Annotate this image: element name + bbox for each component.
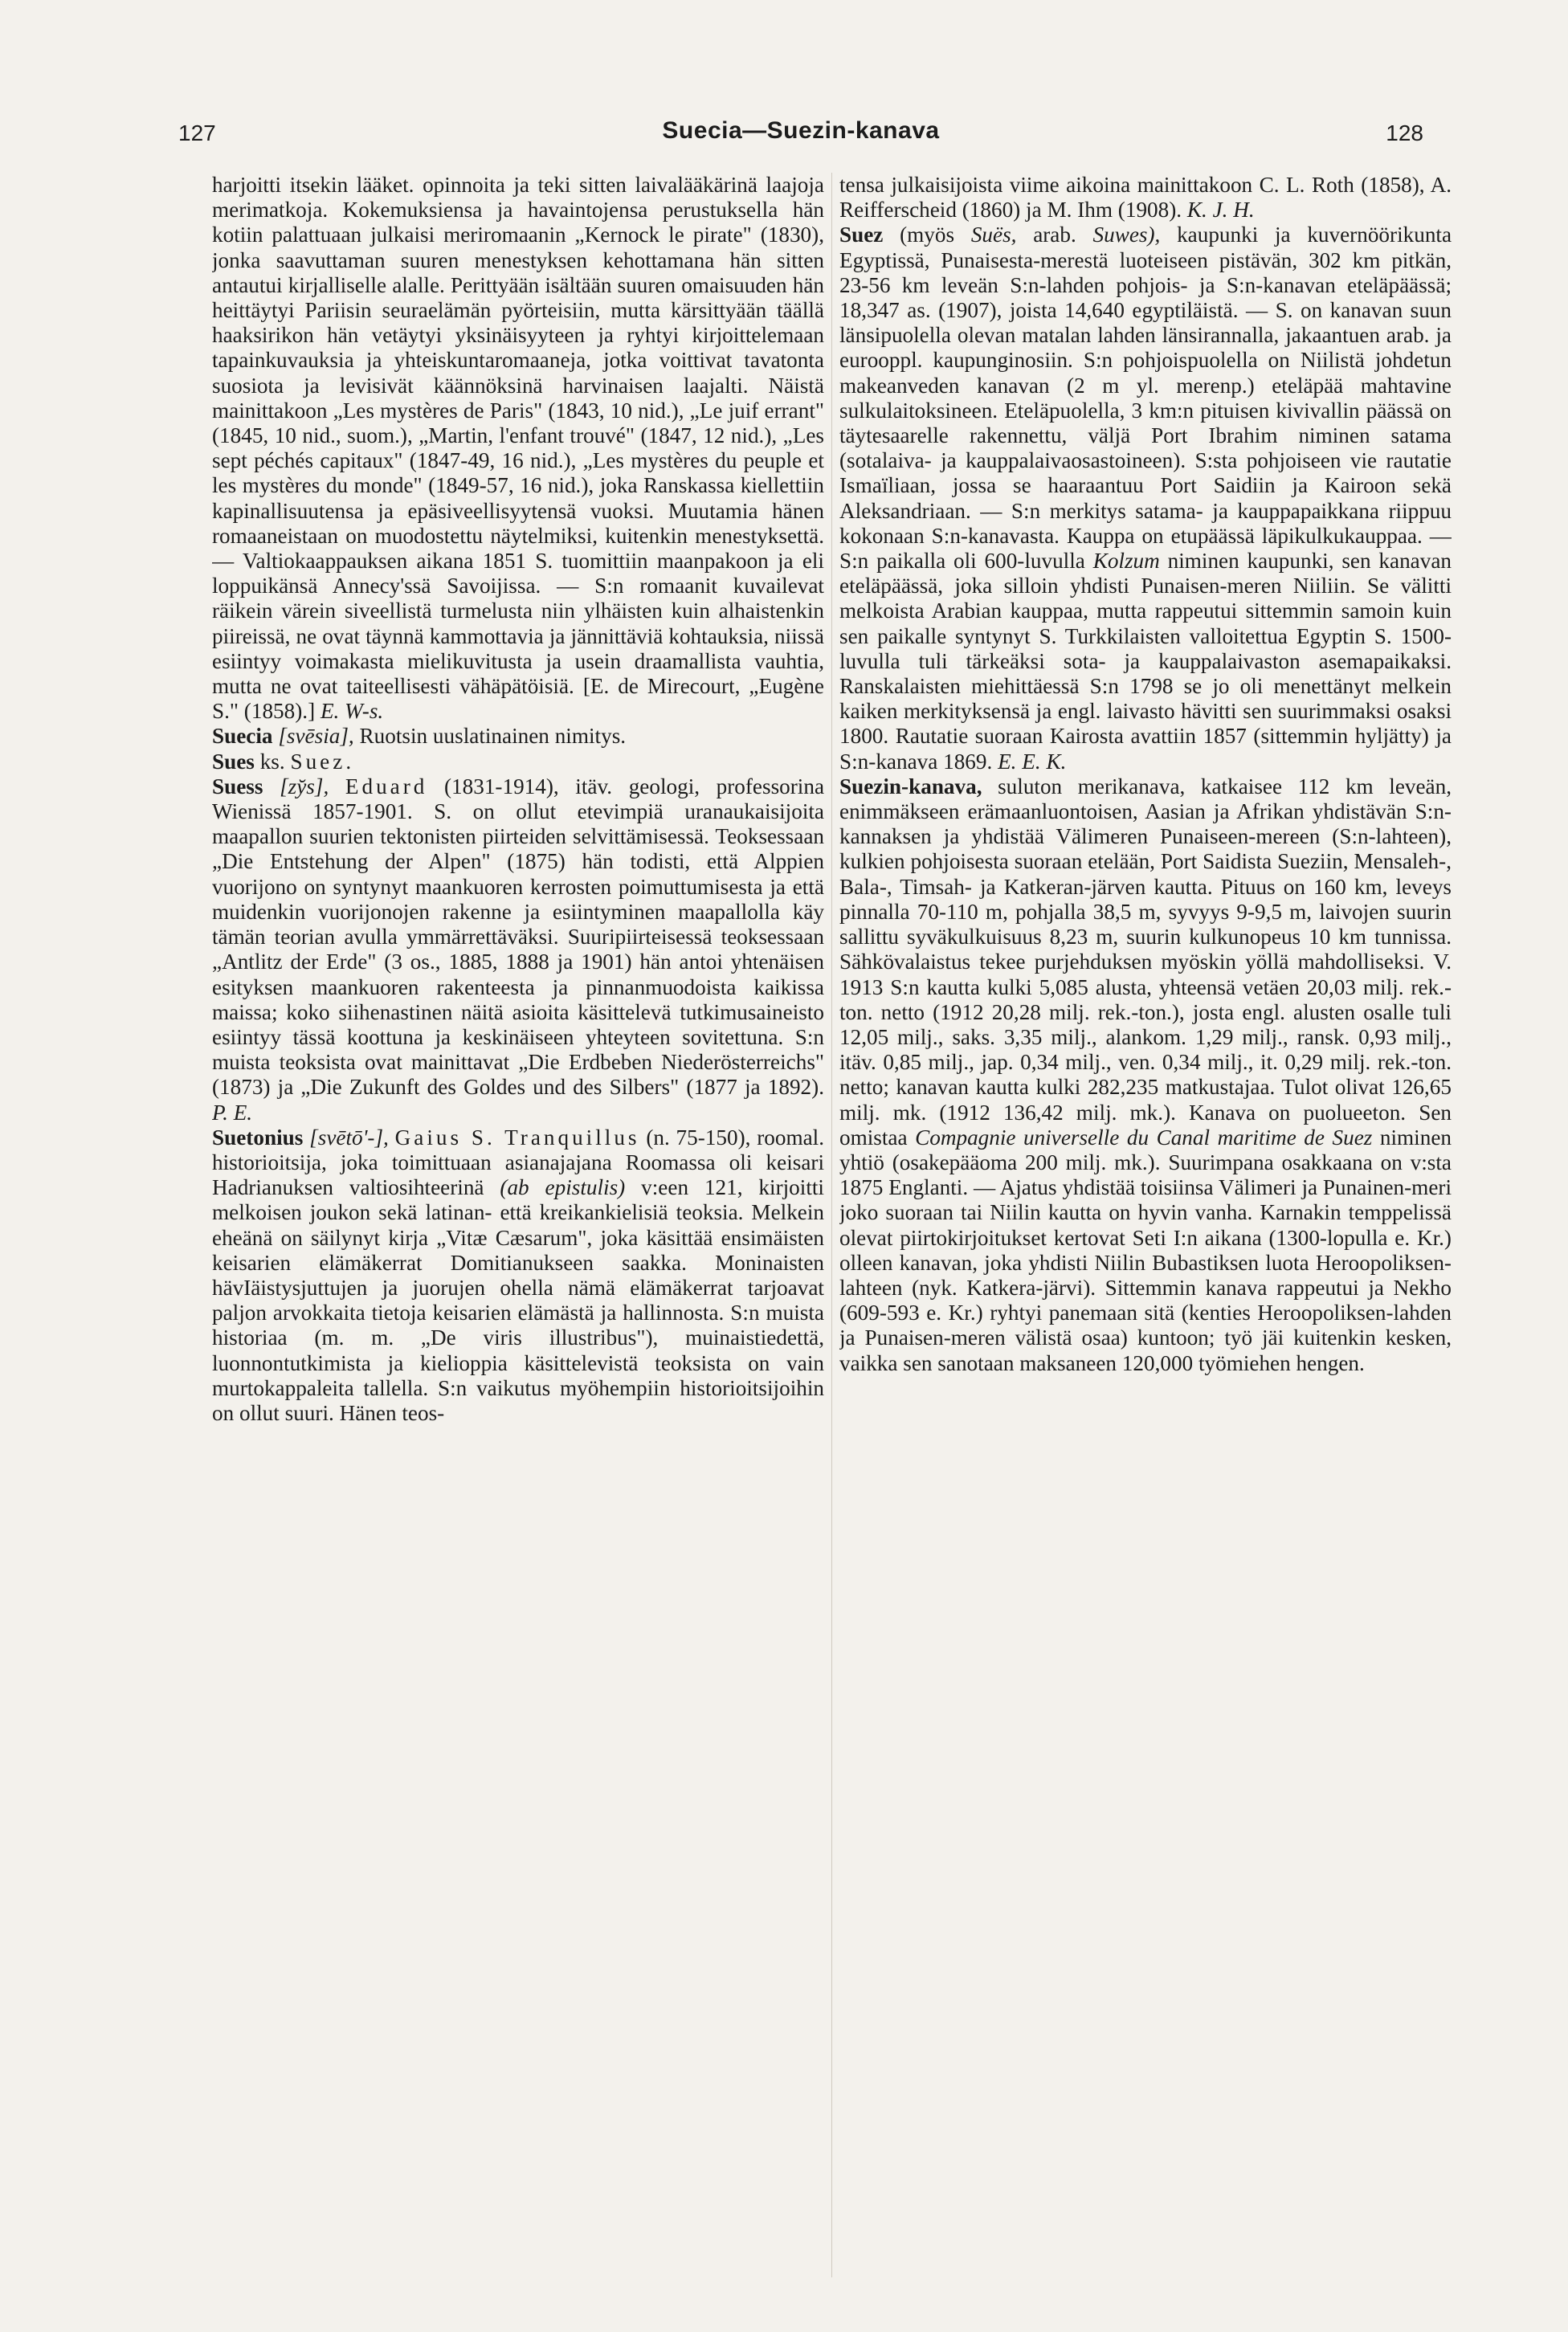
running-head: Suecia—Suezin-kanava xyxy=(662,117,940,144)
column-divider xyxy=(831,173,832,2277)
headword: Suez xyxy=(839,223,884,247)
company-name: Compagnie universelle du Canal maritime de Suez xyxy=(915,1125,1373,1150)
person-name: Gaius S. Tranquillus xyxy=(394,1125,640,1150)
latin-term: (ab epistulis) xyxy=(500,1175,626,1200)
author-signature: E. W-s. xyxy=(320,699,384,724)
entry-text: Ruotsin uuslatinainen nimitys. xyxy=(359,724,627,749)
page-number-right: 128 xyxy=(1386,120,1423,145)
right-column xyxy=(839,173,1452,2293)
entry-text: (n. 75-150), roomal. historioitsija, joka toimittuaan asianajajana Roomassa oli keisari Hadrianuksen valtiosihteerinä xyxy=(212,1125,824,1200)
entry-sues xyxy=(212,749,824,774)
entry-sue-continuation xyxy=(212,173,824,724)
page-header xyxy=(178,114,1423,154)
entry-suetonius-continuation xyxy=(839,173,1452,223)
page-number-left: 127 xyxy=(178,120,216,145)
headword: Suetonius xyxy=(212,1125,304,1150)
entry-text: (1831-1914), itäv. geologi, professorina Wienissä 1857-1901. S. on ollut etevimpiä uranaukaisijoita maapallon suurien tektonisten piirteiden selvittämisessä. Teoksessaan „Die Entstehung der Alpen" (1875) hän todisti, että Alppien vuorijono on syntynyt maankuoren kerrosten poimuttumisesta ja että muidenkin vuorijonojen rakenne ja esiintyminen maapallolla käy tämän teorian avulla ymmärrettäväksi. Suuripiirteisessä teoksessaan „Antlitz der Erde" (3 os., 1885, 1888 ja 1901) hän antoi yhtenäisen esityksen maankuoren rakenteesta ja pinnanmuodoista kaikissa maissa; koko siihenastinen näitä asioita käsittelevä tutkimusaineisto esiintyy tässä koottuna ja keskinäiseen yhteyteen sovitettuna. S:n muista teoksista ovat mainittavat „Die Erdbeben Niederösterreichs" (1873) ja „Die Zukunft des Goldes und des Silbers" (1877 ja 1892). xyxy=(212,774,824,1100)
entry-suetonius xyxy=(212,1125,824,1426)
variant-name: Suës, xyxy=(970,223,1017,247)
pronunciation: [svēsia], xyxy=(278,724,354,749)
headword: Suezin-kanava, xyxy=(839,774,982,798)
entry-text: tensa julkaisijoista viime aikoina mainittakoon C. L. Roth (1858), A. Reifferscheid (1860) ja M. Ihm (1908). xyxy=(839,173,1452,223)
entry-text: ks. xyxy=(259,749,285,774)
author-signature: E. E. K. xyxy=(998,749,1067,774)
entry-text: niminen yhtiö (osakepääoma 200 milj. mk.). Suurimpana osakkaana on v:sta 1875 Englanti. — Ajatus yhdistää toisiinsa Välimeri ja Punainen-meri joko suoraan tai Niilin kautta on hyvin vanha. Karnakin temppelissä olevat piirtokirjoitukset kertovat Seti I:n aikana (1300-lopulla e. Kr.) olleen kanavan, joka yhdisti Niilin Bubastiksen luota Heroopoliksen-lahteen (nyk. Katkera-järvi). Sittemmin kanava rappeutui ja Nekho (609-593 e. Kr.) ryhtyi panemaan sitä (kenties Heroopoliksen-lahden ja Punaisen-meren välistä osaa) kuntoon; työ jäi kuitenkin kesken, vaikka sen sanotaan maksaneen 120,000 työmiehen hengen. xyxy=(839,1125,1452,1375)
pronunciation: [svētō'-], xyxy=(309,1125,389,1150)
author-signature: K. J. H. xyxy=(1186,198,1255,223)
entry-text: harjoitti itsekin lääket. opinnoita ja teki sitten laivalääkärinä laajoja merimatkoja. Kokemuksiensa ja havaintojensa perustuksella hän kotiin palattuaan julkaisi meriromaanin „Kernock le pirate" (1830), jonka saavuttaman suuren menestyksen kehottamana hän sitten antautui kirjalliselle alalle. Perittyään isältään suuren omaisuuden hän heittäytyi Pariisin seuraelämän pyörteisiin, mutta kärsittyään täällä haaksirikon hän vetäytyi yksinäisyyteen ja ryhtyi kirjoittelemaan tapainkuvauksia ja yhteiskuntaromaaneja, jotka voittivat tavatonta suosiota ja levisivät käännöksinä harvinaisen laajalti. Näistä mainittakoon „Les mystères de Paris" (1843, 10 nid.), „Le juif errant" (1845, 10 nid., suom.), „Martin, l'enfant trouvé" (1847, 12 nid.), „Les sept péchés capitaux" (1847-49, 16 nid.), „Les mystères du peuple et les mystères du monde" (1849-57, 16 nid.), joka Ranskassa kiellettiin kapinallisuutensa ja epäsiveellisyytensä vuoksi. Muutamia hänen romaaneistaan on muodostettu näytelmiksi, kuitenkin menestyksettä. — Valtiokaappauksen aikana 1851 S. tuomittiin maanpakoon ja eli loppuikänsä Annecy'ssä Savoijissa. — S:n romaanit kuvailevat räikein värein siveellistä turmelusta niin ylhäisten kuin alhaistenkin piireissä, ne ovat täynnä kammottavia ja jännittäviä kohtauksia, niissä esiintyy voimakasta mielikuvitusta ja usein draamallista vauhtia, mutta ne ovat taiteellisesti vähäpätöisiä. [E. de Mirecourt, „Eugène S." (1858).] xyxy=(212,173,824,724)
headword: Sues xyxy=(212,749,255,774)
entry-suecia xyxy=(212,724,824,749)
entry-text: (myös xyxy=(900,223,955,247)
pronunciation: [zy̆s], xyxy=(280,774,329,798)
entry-text: niminen kaupunki, sen kanavan eteläpäässä, joka silloin yhdisti Punaisen-meren Niiliin. Se välitti melkoista Arabian kauppaa, mutta rappeutui sittemmin samoin kuin sen paikalle syntynyt S. Turkkilaisten valloitettua Egyptin S. 1500-luvulla tuli tärkeäksi sota- ja kauppalaivaston asemapaikaksi. Ranskalaisten miehittäessä S:n 1798 se jo oli menettänyt melkein kaiken merkityksensä ja engl. laivasto hävitti sen suurimmaksi osaksi 1800. Rautatie suoraan Kairosta avattiin 1857 (sittemmin hyljätty) ja S:n-kanava 1869. xyxy=(839,549,1452,774)
entry-suess xyxy=(212,774,824,1125)
person-name: Eduard xyxy=(345,774,428,798)
entry-text: kaupunki ja kuvernöörikunta Egyptissä, Punaisesta-merestä luoteiseen pistävän, 302 km pitkän, 23-56 km leveän S:n-lahden pohjois- ja S:n-kanavan eteläpäässä; 18,347 as. (1907), joista 14,640 egyptiläistä. — S. on kanavan suun länsipuolella olevan matalan lahden länsirannalla, jakaantuen arab. ja eurooppl. kaupunginosiin. S:n pohjoispuolella on Niilistä johdetun makeanveden kanavan (2 m yl. merenp.) eteläpää mahtavine sulkulaitoksineen. Eteläpuolella, 3 km:n pituisen kivivallin päässä on täytesaarelle rakennettu, väljä Port Ibrahim niminen satama (sotalaiva- ja kauppalaivaosastoineen). S:sta pohjoiseen vie rautatie Ismaïliaan, jossa se haaraantuu Port Saidiin ja Kairoon sekä Aleksandriaan. — S:n merkitys satama- ja kauppapaikkana riippuu kokonaan S:n-kanavasta. Kauppa on etupäässä läpikulkukauppaa. — S:n paikalla oli 600-luvulla xyxy=(839,223,1452,574)
entry-text: arab. xyxy=(1033,223,1076,247)
entry-suezin-kanava xyxy=(839,774,1452,1376)
headword: Suecia xyxy=(212,724,273,749)
left-column xyxy=(212,173,824,2293)
cross-reference: Suez. xyxy=(290,749,355,774)
headword: Suess xyxy=(212,774,263,798)
historic-name: Kolzum xyxy=(1092,549,1160,574)
entry-text-cont: v:een 121, kirjoitti melkoisen joukon sekä latinan- että kreikankielisiä teoksia. Melkein eheänä on säilynyt kirja „Vitæ Cæsarum", joka käsittää ensimäisten keisarien elämäkerrat Domitianukseen saakka. Moninaisten hävIäistysjuttujen ja juorujen ohella nämä elämäkerrat tarjoavat paljon arvokkaita tietoja keisarien elämästä ja hallinnosta. S:n muista historiaa (m. m. „De viris illustribus"), muinaistiedettä, luonnontutkimista ja kielioppia käsittelevistä teoksista on vain murtokappaleita tallella. S:n vaikutus myöhempiin historioitsijoihin on ollut suuri. Hänen teos- xyxy=(212,1175,824,1425)
author-signature: P. E. xyxy=(212,1100,253,1125)
arabic-name: Suwes), xyxy=(1092,223,1161,247)
entry-text: suluton merikanava, katkaisee 112 km leveän, enimmäkseen erämaanluontoisen, Aasian ja Afrikan yhdistävän S:n-kannaksen ja yhdistää Välimeren Punaiseen-mereen (S:n-lahteen), kulkien pohjoisesta suoraan etelään, Port Saidista Sueziin, Mensaleh-, Bala-, Timsah- ja Katkeran-järven kautta. Pituus on 160 km, leveys pinnalla 70-110 m, pohjalla 38,5 m, syvyys 9-9,5 m, laivojen suurin sallittu syväkulkuisuus 8,23 m, suurin kulkunopeus 10 km tunnissa. Sähkövalaistus tekee purjehduksen myöskin yöllä mahdolliseksi. V. 1913 S:n kautta kulki 5,085 alusta, yhteensä vetäen 20,03 milj. rek.-ton. netto (1912 20,28 milj. rek.-ton.), josta engl. alusten osalle tuli 12,05 milj., saks. 3,35 milj., alankom. 1,29 milj., ransk. 0,93 milj., itäv. 0,85 milj., jap. 0,34 milj., ven. 0,34 milj., it. 0,29 milj. rek.-ton. netto; kanavan kautta kulki 282,235 matkustajaa. Tulot olivat 126,65 milj. mk. (1912 136,42 milj. mk.). Kanava on puolueeton. Sen omistaa xyxy=(839,774,1452,1150)
entry-suez xyxy=(839,223,1452,774)
